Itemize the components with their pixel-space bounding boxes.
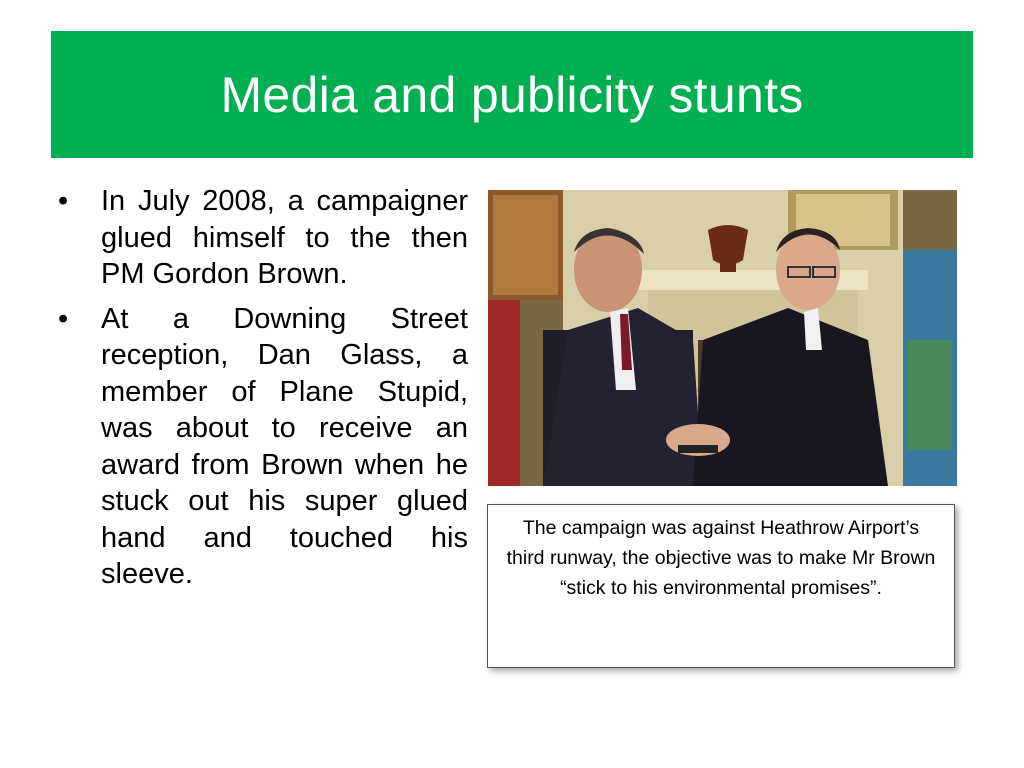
bullet-text: At a Downing Street reception, Dan Glass, a member of Plane Stupid, was about to receive an award from Brown when he stuck out his super glued hand and touched his sleeve. <box>101 302 468 590</box>
title-bar <box>51 31 973 158</box>
caption-box <box>487 504 955 668</box>
reception-photo-illustration <box>488 190 957 486</box>
reception-photo <box>488 190 957 486</box>
slide-title: Media and publicity stunts <box>220 66 804 123</box>
bullet-item <box>58 301 468 593</box>
caption-text: The campaign was against Heathrow Airport’s third runway, the objective was to make Mr Brown “stick to his environmental promises”. <box>506 517 936 599</box>
bullet-item <box>58 183 468 293</box>
bullet-icon: • <box>58 302 69 335</box>
bullet-text: In July 2008, a campaigner glued himself to the then PM Gordon Brown. <box>101 185 468 290</box>
bullet-list <box>58 183 468 601</box>
bullet-icon: • <box>58 185 69 217</box>
